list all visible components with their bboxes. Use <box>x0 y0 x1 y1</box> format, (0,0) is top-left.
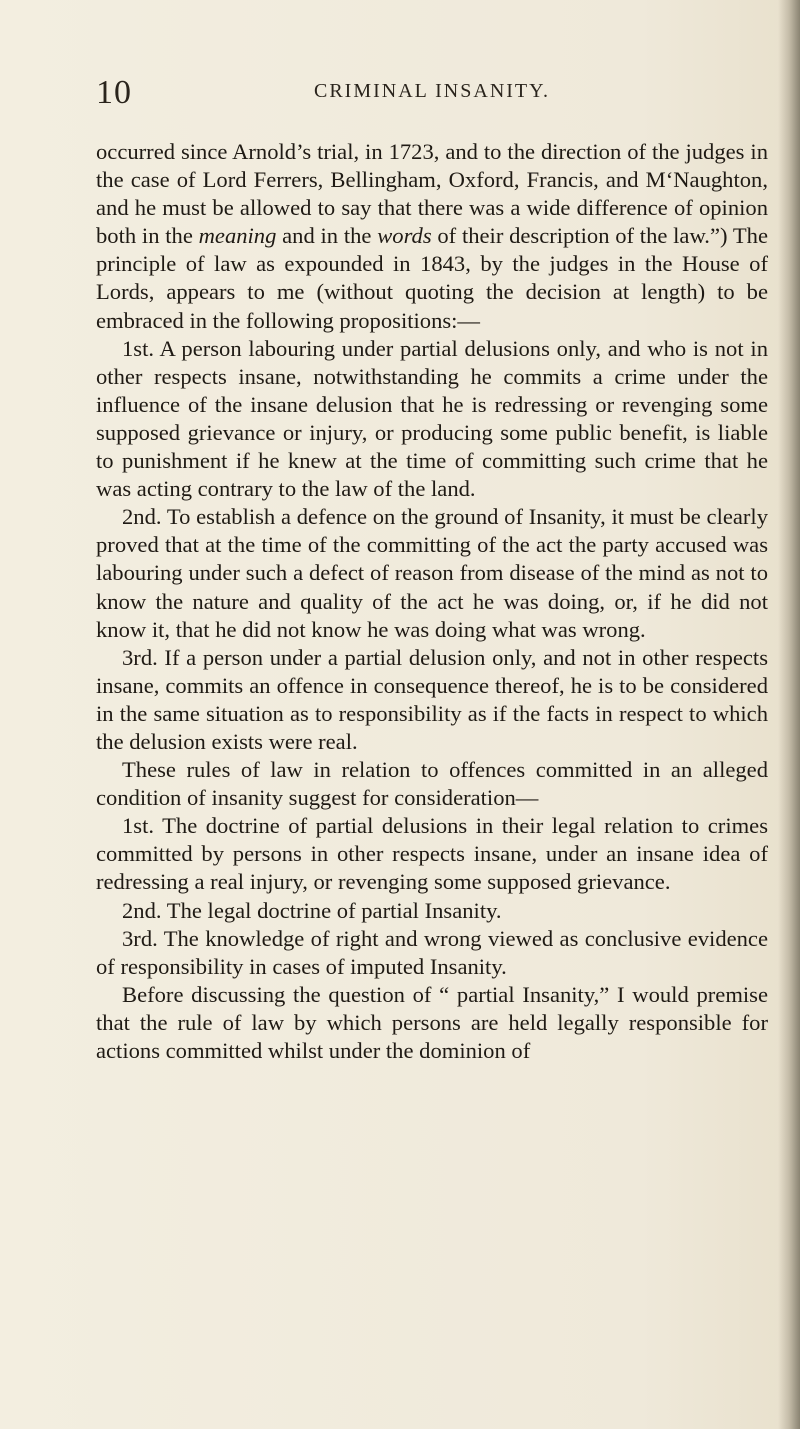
paragraph-9: Before discussing the question of “ partial Insanity,” I would premise that the rule of law by which persons are held legally responsible for actions committed whilst under the dominion of <box>96 981 768 1063</box>
paragraph-5: These rules of law in relation to offences committed in an alleged condition of insanity suggest for consideration— <box>96 757 768 811</box>
body-text <box>96 138 768 1065</box>
running-head: CRIMINAL INSANITY. <box>314 80 550 102</box>
page-header <box>96 74 746 114</box>
paragraph-2: 1st. A person labouring under partial delusions only, and who is not in other respects insane, notwithstanding he commits a crime under the influence of the insane delusion that he is redressing or revenging some supposed grievance or injury, or producing some public benefit, is liable to punishment if he knew at the time of committing such crime that he was acting contrary to the law of the land. <box>96 335 768 502</box>
italic-meaning: meaning <box>198 223 277 249</box>
paragraph-1-part-c: of their description of the law.”) The principle of law as expounded in 1843, by the judges in the House of Lords, appears to me (without quoting the decision at length) to be embraced in the following propositions:— <box>96 223 768 333</box>
paragraph-1 <box>96 138 768 335</box>
paragraph-8: 3rd. The knowledge of right and wrong viewed as conclusive evidence of responsibility in cases of imputed Insanity. <box>96 925 768 979</box>
paragraph-6: 1st. The doctrine of partial delusions in their legal relation to crimes committed by persons in other respects insane, under an insane idea of redressing a real injury, or revenging some supposed grievance. <box>96 813 768 895</box>
paragraph-1-part-b: and in the <box>276 223 378 249</box>
paragraph-4: 3rd. If a person under a partial delusion only, and not in other respects insane, commits an offence in consequence thereof, he is to be considered in the same situation as to responsibility as if the facts in respect to which the delusion exists were real. <box>96 644 768 754</box>
italic-words: words <box>377 223 432 249</box>
page-number: 10 <box>96 74 132 111</box>
paragraph-3: 2nd. To establish a defence on the ground of Insanity, it must be clearly proved that at the time of the committing of the act the party accused was labouring under such a defect of reason from disease of the mind as not to know the nature and quality of the act he was doing, or, if he did not know it, that he did not know he was doing what was wrong. <box>96 504 768 642</box>
paragraph-1-part-a: occurred since Arnold’s trial, in 1723, and to the direction of the judges in the case of Lord Ferrers, Bellingham, Oxford, Francis, and M‘Naughton, and he must be allowed to say that there was a wide difference of opinion both in the <box>96 139 768 249</box>
paragraph-7: 2nd. The legal doctrine of partial Insanity. <box>122 897 502 923</box>
page-edge-shadow <box>778 0 800 1429</box>
